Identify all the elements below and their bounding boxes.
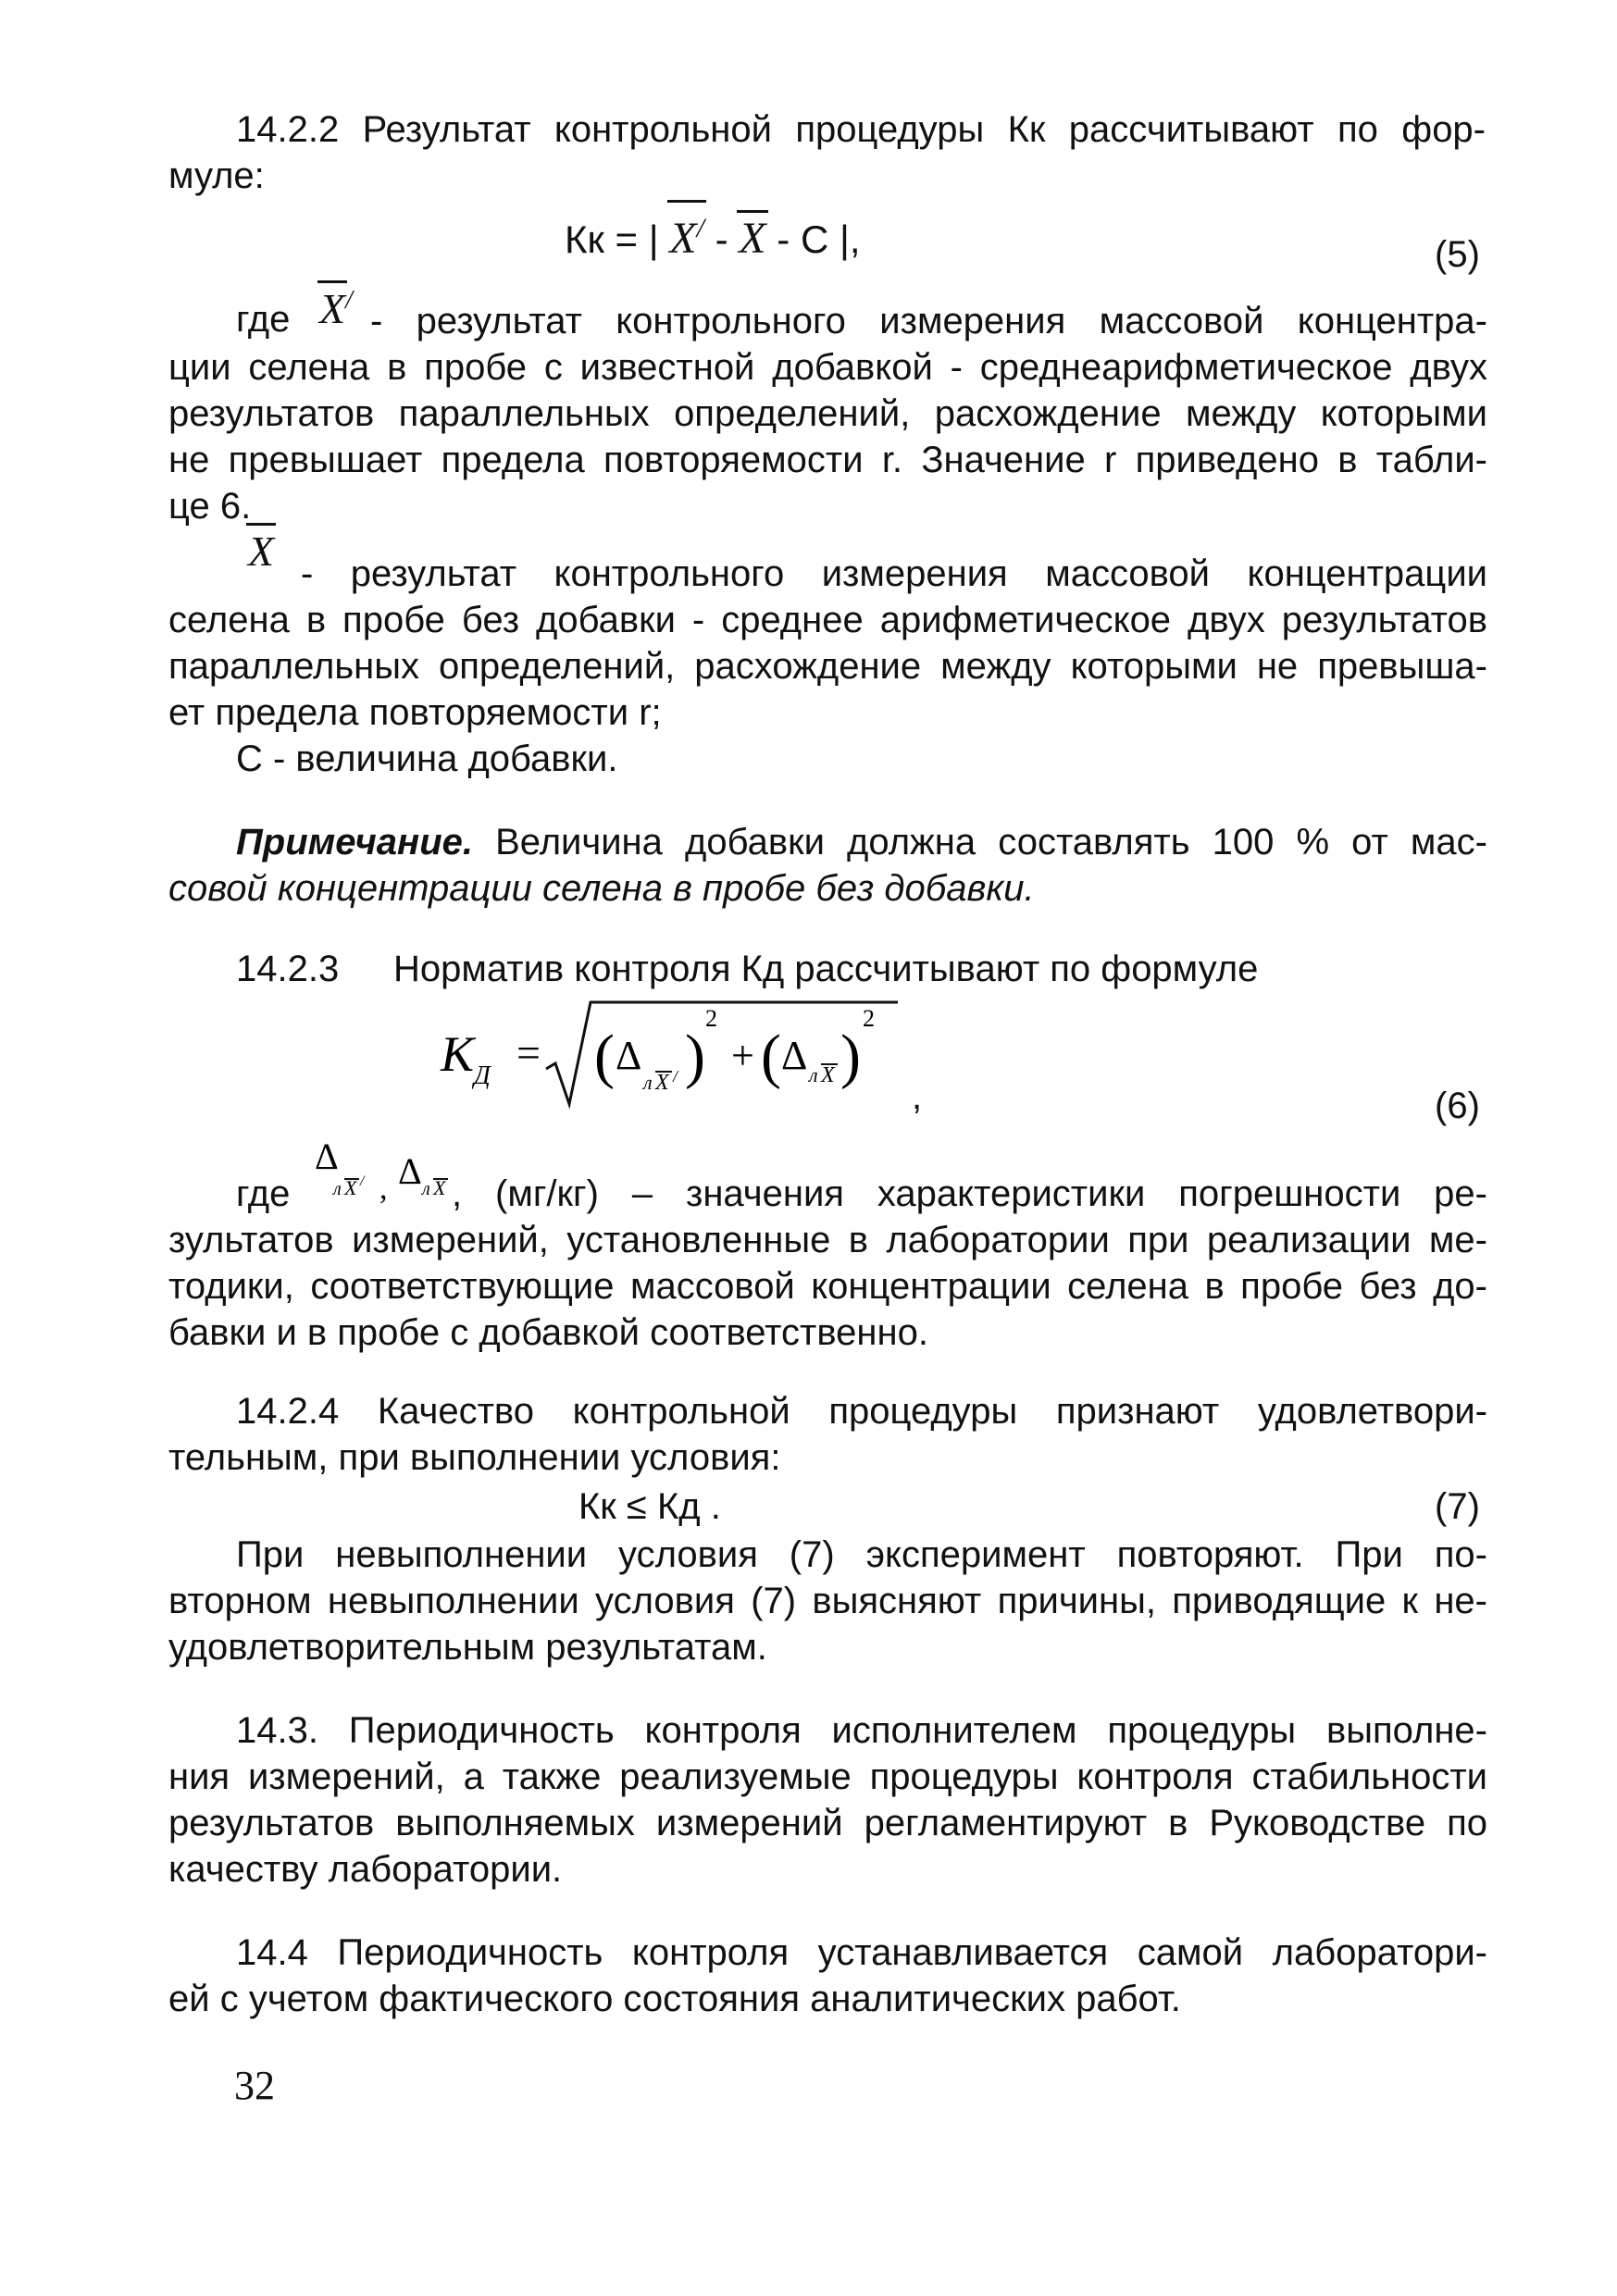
svg-text:Δ: Δ [315,1136,339,1177]
formula-6-plus: + [731,1033,754,1078]
formula-6-delta-2: Δ [781,1033,808,1078]
svg-text:л: л [333,1179,342,1199]
eq-number-6: (6) [1435,1086,1480,1126]
where-label-2: где [236,1173,291,1214]
def-x-line3: параллельных определений, расхождение между которыми не превыша- [168,646,1487,687]
where-label-1: где [236,299,291,340]
formula-6-equals: = [516,1029,541,1076]
def-x-line1: - результат контрольного измерения массовой концентрации [301,553,1487,594]
para-14-2-2-line2: муле: [168,155,265,196]
formula-6-k: K [441,1026,475,1082]
def-x-prime-line5: це 6. [168,486,252,527]
para-14-2-2-line1: 14.2.2 Результат контрольной процедуры Кк рассчитывают по фор- [236,109,1486,150]
para-14-3-line2: ния измерений, а также реализуемые процедуры контроля стабильности [168,1756,1487,1797]
formula-5-lhs: Кк = | [565,217,659,261]
heading-14-2-3-num: 14.2.3 [236,949,340,989]
delta-desc-line1: , (мг/кг) – значения характеристики погрешности ре- [452,1173,1487,1214]
para-14-4-line2: ей с учетом фактического состояния аналитических работ. [168,1979,1181,2019]
svg-text:X: X [655,1071,669,1095]
delta-desc-line4: бавки и в пробе с добавкой соответственно. [168,1312,928,1353]
def-c: С - величина добавки. [236,738,618,779]
para-14-3-line3: результатов выполняемых измерений регламентируют в Руководстве по [168,1803,1487,1843]
para-14-2-4-line1: 14.2.4 Качество контрольной процедуры признают удовлетвори- [236,1391,1487,1432]
para-14-2-4-after-line1: При невыполнении условия (7) эксперимент повторяют. При по- [236,1534,1487,1575]
para-14-2-4-after-line3: удовлетворительным результатам. [168,1627,767,1668]
svg-text:): ) [840,1023,861,1090]
para-14-2-4-after-line2: вторном невыполнении условия (7) выясняют причины, приводящие к не- [168,1581,1487,1621]
svg-text:X: X [433,1176,446,1199]
def-x-line4: ет предела повторяемости r; [168,692,662,733]
def-x-prime-line2: ции селена в пробе с известной добавкой - среднеарифметическое двух [168,347,1487,388]
svg-text:): ) [685,1023,705,1090]
svg-text:X: X [821,1063,835,1087]
delta-desc-line2: зультатов измерений, установленные в лаборатории при реализации ме- [168,1220,1487,1260]
note-line1 [236,819,1487,865]
def-x-symbol: X [248,527,275,575]
svg-text:(: ( [594,1023,615,1090]
formula-6-power-2: 2 [863,1005,875,1032]
heading-14-2-3-text: Норматив контроля Кд рассчитывают по формуле [393,949,1259,989]
formula-5-x-prime: X/ [669,205,704,262]
svg-text:X: X [344,1176,357,1199]
svg-text:л: л [422,1179,430,1199]
svg-text:/: / [360,1173,365,1189]
para-14-4-line1: 14.4 Периодичность контроля устанавливается самой лаборатори- [236,1932,1487,1973]
svg-text:л: л [809,1063,818,1086]
para-14-3-line4: качеству лаборатории. [168,1849,563,1890]
formula-5-tail: - С |, [765,217,861,261]
formula-5-minus: - [703,217,740,261]
condition-7: Кк ≤ Кд . [578,1486,721,1527]
svg-text:,: , [379,1172,388,1206]
page-number: 32 [234,2063,275,2108]
def-x-prime-line3: результатов параллельных определений, расхождение между которыми [168,393,1487,434]
def-x-line2: селена в пробе без добавки - среднее арифметическое двух результатов [168,600,1487,640]
eq-number-7: (7) [1435,1486,1480,1527]
formula-6 [435,986,916,1115]
note-line1-rest: Величина добавки должна составлять 100 % от мас- [473,822,1487,863]
note-label: Примечание. [236,822,473,863]
formula-6-delta-1: Δ [616,1033,642,1078]
formula-6-k-sub: Д [474,1061,491,1090]
formula-6-power-1: 2 [705,1005,717,1032]
delta-desc-line3: тодики, соответствующие массовой концентрации селена в пробе без до- [168,1266,1487,1307]
note-line2: совой концентрации селена в пробе без добавки. [168,868,1035,909]
formula-5-x-bar: X [739,214,766,263]
svg-text:Δ: Δ [398,1150,422,1192]
svg-text:/: / [673,1067,678,1086]
formula-6-comma: , [912,1076,923,1117]
svg-text:(: ( [761,1023,781,1090]
eq-number-5: (5) [1435,234,1480,275]
svg-text:л: л [643,1071,653,1094]
para-14-2-4-line2: тельным, при выполнении условия: [168,1437,781,1478]
def-x-prime-symbol: X/ [319,285,353,333]
para-14-3-line1: 14.3. Периодичность контроля исполнителем процедуры выполне- [236,1710,1487,1751]
def-x-prime-line1: - результат контрольного измерения массовой концентра- [370,301,1487,341]
formula-5 [565,205,861,263]
def-x-prime-line4: не превышает предела повторяемости r. Значение r приведено в табли- [168,440,1487,480]
